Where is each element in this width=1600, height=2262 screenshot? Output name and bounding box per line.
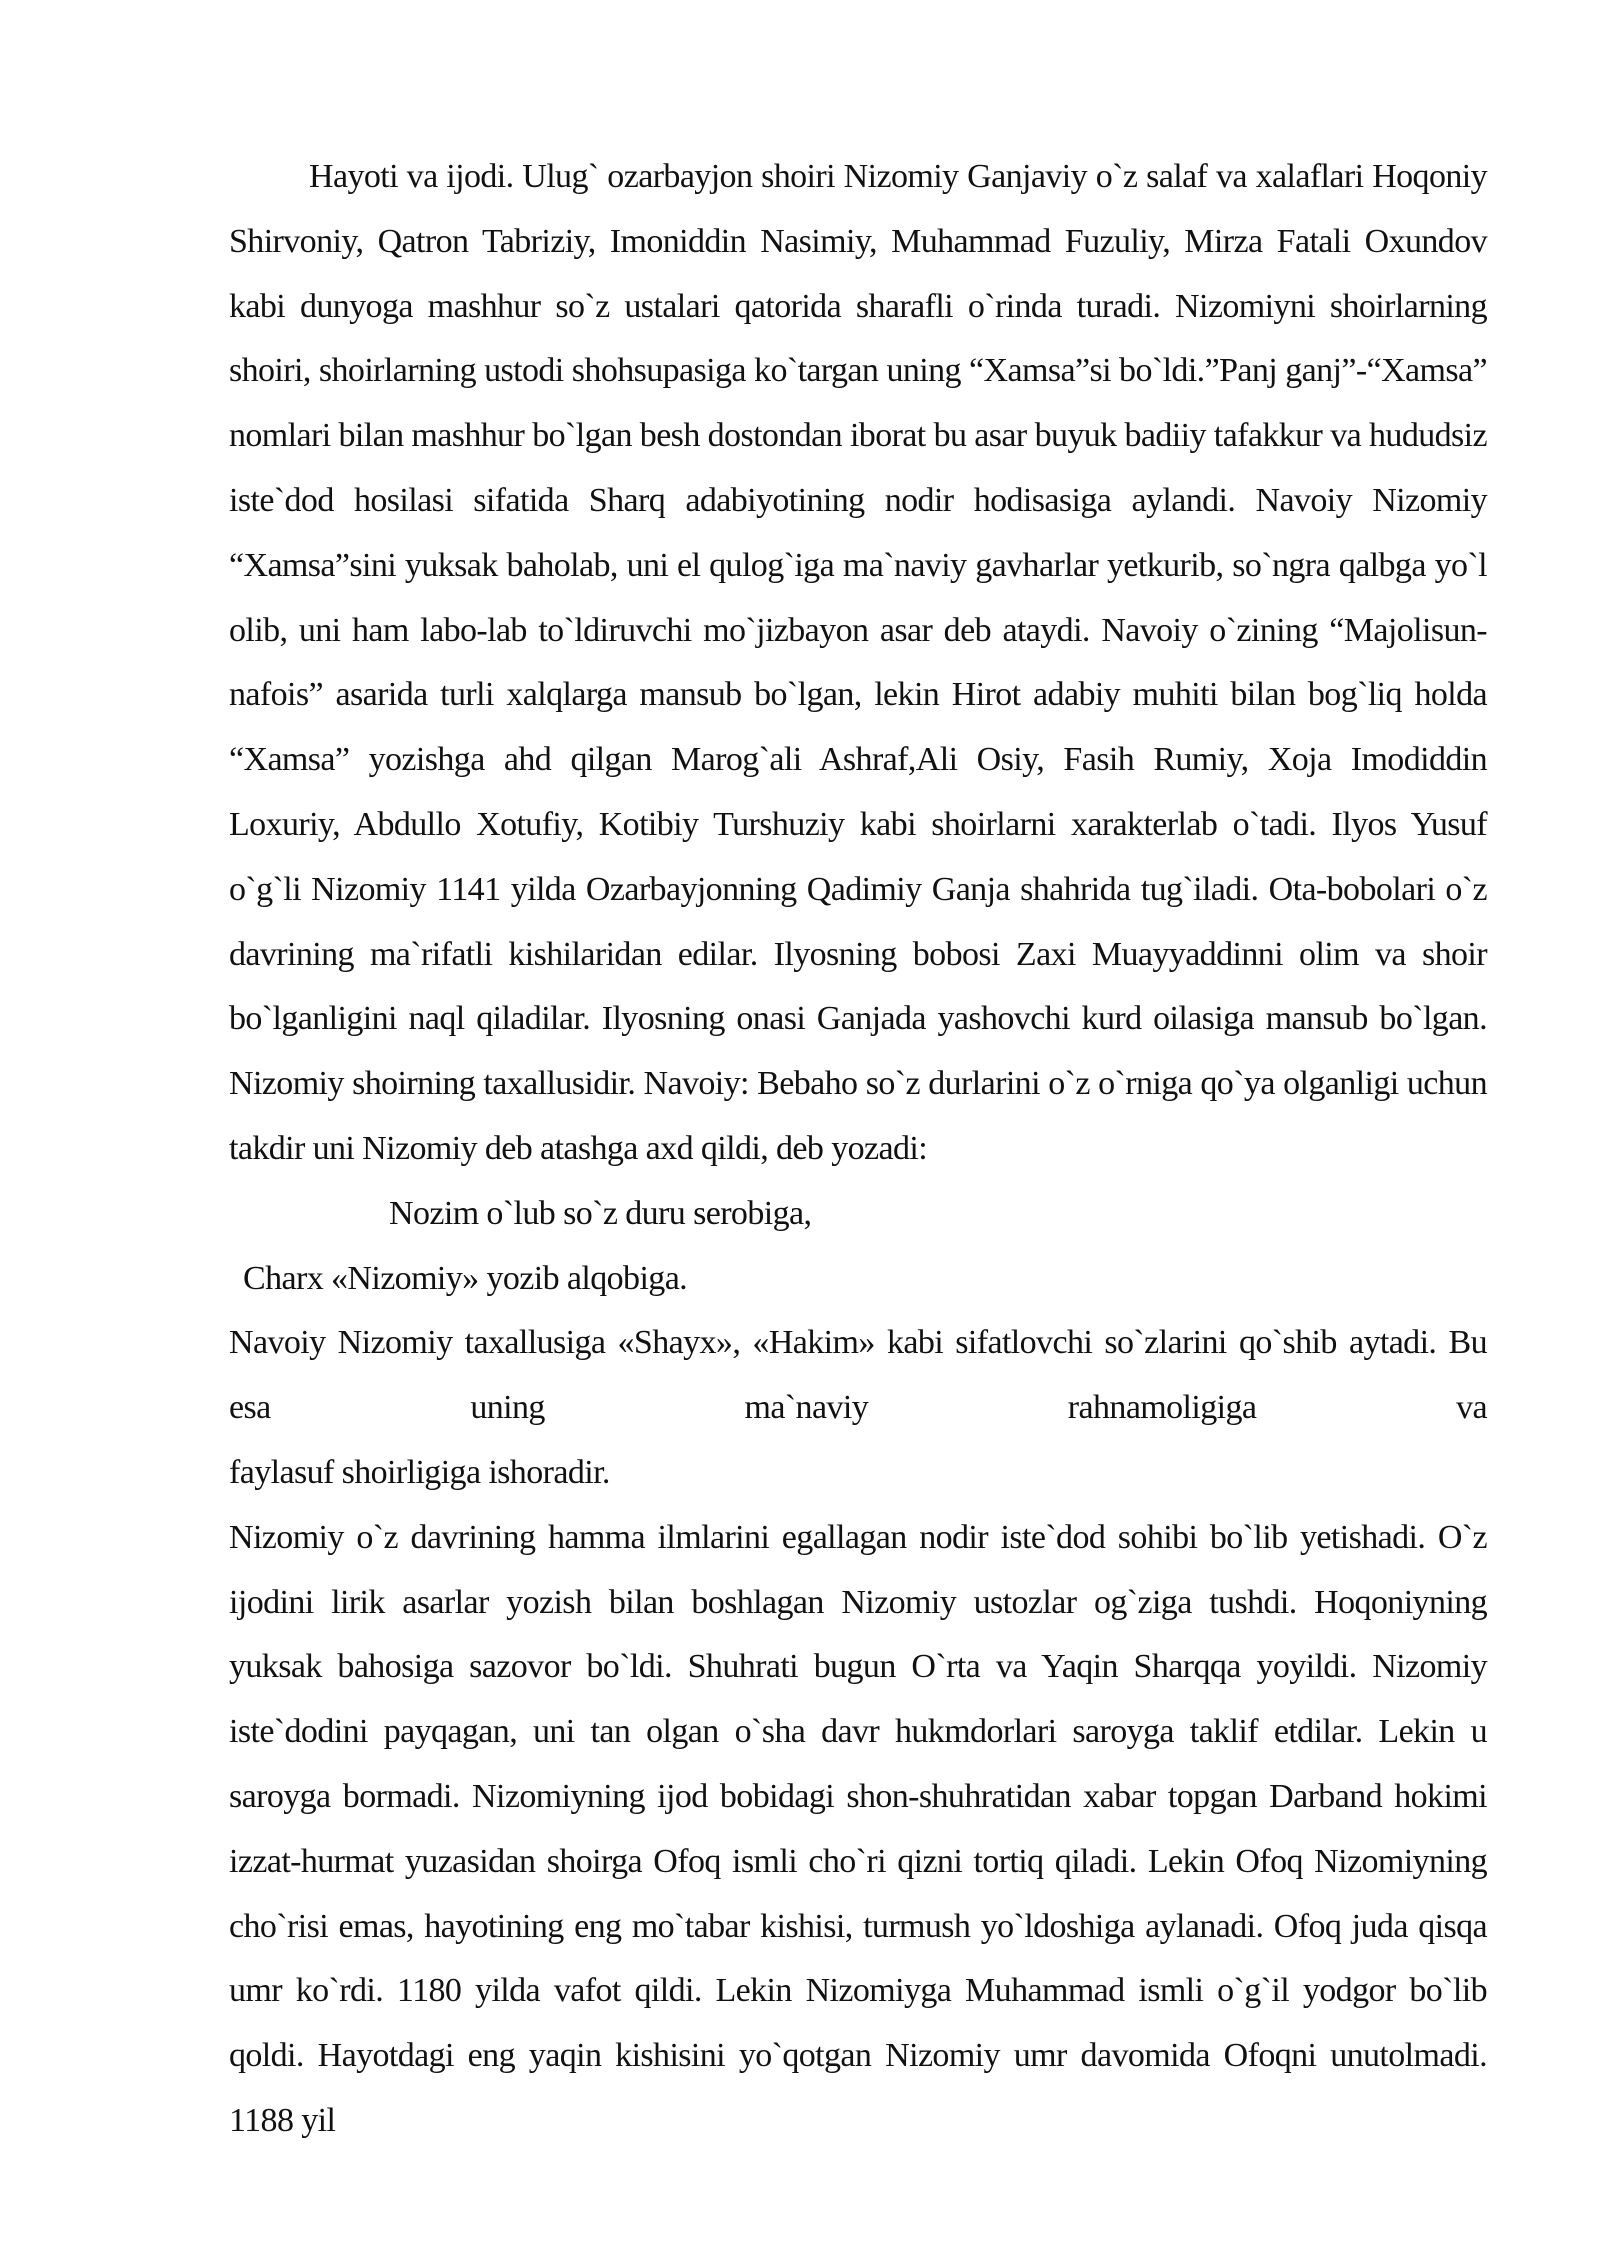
document-body [229, 145, 1487, 2154]
verse-line-1: Nozim o`lub so`z duru serobiga, [389, 1194, 812, 1232]
paragraph-navoiy-epithets: Navoiy Nizomiy taxallusiga «Shayx», «Hakim» kabi sifatlovchi so`zlarini qo`shib aytadi. Bu esa uning ma`naviy rahnamoligiga va [229, 1324, 1487, 1427]
paragraph-navoiy-epithets-end: faylasuf shoirligiga ishoradir. [229, 1453, 610, 1491]
paragraph-early-life: Nizomiy o`z davrining hamma ilmlarini egallagan nodir iste`dod sohibi bo`lib yetishadi. O`z ijodini lirik asarlar yozish bilan boshlagan Nizomiy ustozlar og`ziga tushdi. Hoqoniyning yuksak bahosiga sazovor bo`ldi. Shuhrati bugun O`rta va Yaqin Sharqqa yoyildi. Nizomiy iste`dodini payqagan, uni tan olgan o`sha davr hukmdorlari saroyga taklif etdilar. Lekin u saroyga bormadi. Nizomiyning ijod bobidagi shon-shuhratidan xabar topgan Darband hokimi izzat-hurmat yuzasidan shoirga Ofoq ismli cho`ri qizni tortiq qiladi. Lekin Ofoq Nizomiyning cho`risi emas, hayotining eng mo`tabar kishisi, turmush yo`ldoshiga aylanadi. Ofoq juda qisqa umr ko`rdi. 1180 yilda vafot qildi. Lekin Nizomiyga Muhammad ismli o`g`il yodgor bo`lib qoldi. Hayotdagi eng yaqin kishisini yo`qotgan Nizomiy umr davomida Ofoqni unutolmadi. 1188 yil [229, 1518, 1487, 2139]
paragraph-biography-intro: Hayoti va ijodi. Ulug` ozarbayjon shoiri Nizomiy Ganjaviy o`z salaf va xalaflari Hoqoniy Shirvoniy, Qatron Tabriziy, Imoniddin Nasimiy, Muhammad Fuzuliy, Mirza Fatali Oxundov kabi dunyoga mashhur so`z ustalari qatorida sharafli o`rinda turadi. Nizomiyni shoirlarning shoiri, shoirlarning ustodi shohsupasiga ko`targan uning “Xamsa”si bo`ldi.”Panj ganj”-“Xamsa” nomlari bilan mashhur bo`lgan besh dostondan iborat bu asar buyuk badiiy tafakkur va hududsiz iste`dod hosilasi sifatida Sharq adabiyotining nodir hodisasiga aylandi. Navoiy Nizomiy “Xamsa”sini yuksak baholab, uni el qulog`iga ma`naviy gavharlar yetkurib, so`ngra qalbga yo`l olib, uni ham labo-lab to`ldiruvchi mo`jizbayon asar deb ataydi. Navoiy o`zining “Majolisun-nafois” asarida turli xalqlarga mansub bo`lgan, lekin Hirot adabiy muhiti bilan bog`liq holda “Xamsa” yozishga ahd qilgan Marog`ali Ashraf,Ali Osiy, Fasih Rumiy, Xoja Imodiddin Loxuriy, Abdullo Xotufiy, Kotibiy Turshuziy kabi shoirlarni xarakterlab o`tadi. Ilyos Yusuf o`g`li Nizomiy 1141 yilda Ozarbayjonning Qadimiy Ganja shahrida tug`iladi. Ota-bobolari o`z davrining ma`rifatli kishilaridan edilar. Ilyosning bobosi Zaxi Muayyaddinni olim va shoir bo`lganligini naql qiladilar. Ilyosning onasi Ganjada yashovchi kurd oilasiga mansub bo`lgan. Nizomiy shoirning taxallusidir. Navoiy: Bebaho so`z durlarini o`z o`rniga qo`ya olganligi uchun takdir uni Nizomiy deb atashga axd qildi, deb yozadi: [229, 158, 1487, 1167]
verse-line-2: Charx «Nizomiy» yozib alqobiga. [243, 1259, 688, 1297]
